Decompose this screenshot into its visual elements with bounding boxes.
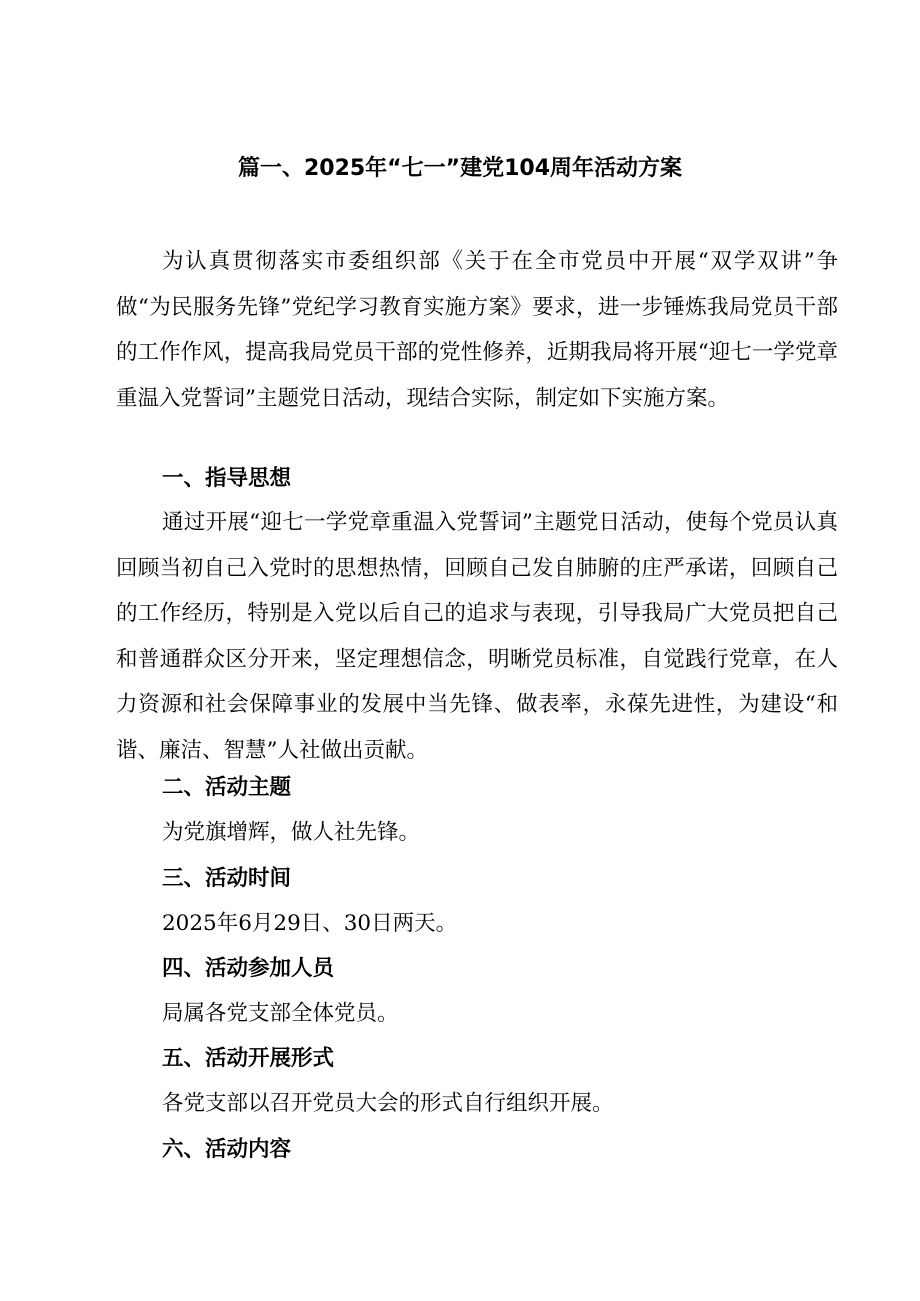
section-heading-guiding-ideology: 一、指导思想 — [162, 466, 292, 491]
section-content-guiding-ideology: 通过开展“迎七一学党章重温入党誓词”主题党日活动，使每个党员认真回顾当初自己入党时的思想热情，回顾自己发自肺腑的庄严承诺，回顾自己的工作经历，特别是入党以后自己的追求与表现，引导我局广大党员把自己和普通群众区分开来，坚定理想信念，明晰党员标准，自觉践行党章，在人力资源和社会保障事业的发展中当先锋、做表率，永葆先进性，为建设“和谐、廉洁、智慧”人社做出贡献。 — [116, 510, 838, 763]
section-content-activity-theme: 为党旗增辉，做人社先锋。 — [162, 820, 421, 845]
section-heading-activity-content: 六、活动内容 — [162, 1137, 292, 1162]
section-content-activity-time: 2025年6月29日、30日两天。 — [162, 911, 458, 936]
document-title: 篇一、2025年“七一”建党104周年活动方案 — [237, 156, 683, 181]
section-content-activity-form: 各党支部以召开党员大会的形式自行组织开展。 — [162, 1091, 614, 1116]
section-heading-activity-time: 三、活动时间 — [162, 866, 292, 891]
section-heading-activity-form: 五、活动开展形式 — [162, 1046, 335, 1071]
section-heading-participants: 四、活动参加人员 — [162, 956, 335, 981]
section-heading-activity-theme: 二、活动主题 — [162, 775, 292, 800]
intro-paragraph: 为认真贯彻落实市委组织部《关于在全市党员中开展“双学双讲”争做“为民服务先锋”党纪学习教育实施方案》要求，进一步锤炼我局党员干部的工作作风，提高我局党员干部的党性修养，近期我局将开展“迎七一学党章重温入党誓词”主题党日活动，现结合实际，制定如下实施方案。 — [116, 249, 838, 411]
section-content-participants: 局属各党支部全体党员。 — [162, 1001, 399, 1026]
